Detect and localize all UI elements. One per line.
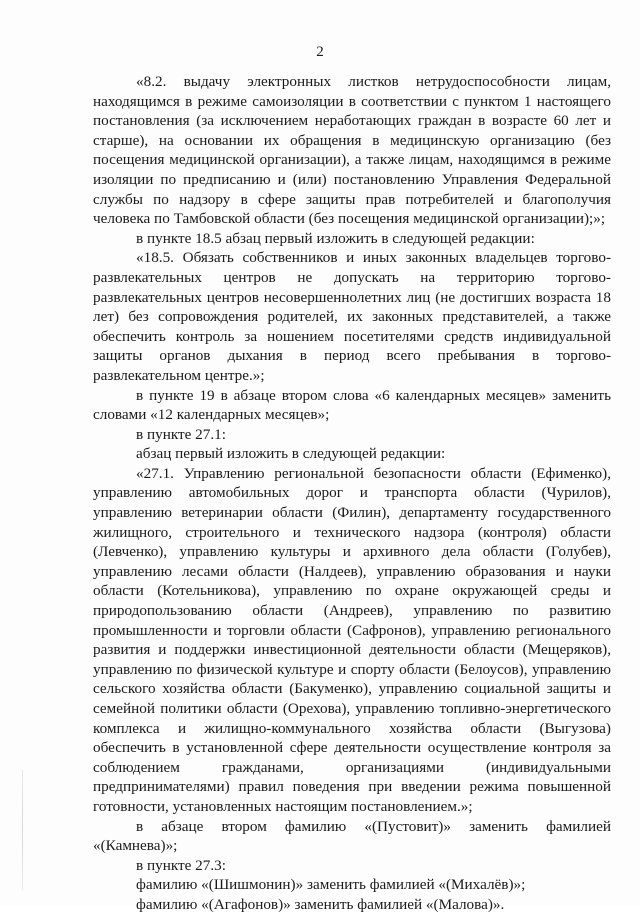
page-number: 2 — [316, 44, 324, 60]
paragraph-27-3-change-1: фамилию «(Шишмонин)» заменить фамилией «(Михалёв)»; — [136, 876, 526, 894]
paragraph-27-3-intro: в пункте 27.3: — [136, 856, 226, 874]
paragraph-27-1-intro: в пункте 27.1: — [136, 425, 226, 443]
paragraph-8-2-text: «8.2. выдачу электронных листков нетрудоспособности лицам, находящимся в режиме самоизоляции в соответствии с пунктом 1 настоящего постановления (за исключением неработающих граждан в возрасте 60 лет и старше), на основании их обращения в медицинскую организацию (без посещения медицинской организации), а также лицам, находящимся в режиме изоляции по предписанию и (или) постановлению Управления Федеральной службы по надзору в сфере защиты прав потребителей и благополучия человека по Тамбовской области (без посещения медицинской организации);»; — [93, 73, 611, 228]
paragraph-27-3-change-2: фамилию «(Агафонов)» заменить фамилией «(Малова)». — [136, 895, 505, 913]
paragraph-19-change: в пункте 19 в абзаце втором слова «6 календарных месяцев» заменить словами «12 календарных месяцев»; — [93, 386, 611, 424]
paragraph-27-1-second-change: в абзаце втором фамилию «(Пустовит)» заменить фамилией «(Камнева)»; — [93, 817, 611, 855]
scan-edge-mark — [22, 770, 23, 890]
paragraph-18-5-intro: в пункте 18.5 абзац первый изложить в следующей редакции: — [136, 229, 535, 247]
paragraph-27-1-text: «27.1. Управлению региональной безопасности области (Ефименко), управлению автомобильных дорог и транспорта области (Чурилов), управлению ветеринарии области (Филин), департаменту государственного жилищного, строительного и технического надзора (контроля) области (Левченко), управлению культуры и архивного дела области (Голубев), управлению лесами области (Налдеев), управлению образования и науки области (Котельникова), управлению по охране окружающей среды и природопользованию области (Андреев), управлению по развитию промышленности и торговли области (Сафронов), управлению регионального развития и поддержки инвестиционной деятельности области (Мещеряков), управлению по физической культуре и спорту области (Белоусов), управлению сельского хозяйства области (Бакуменко), управлению социальной защиты и семейной политики области (Орехова), управлению топливно-энергетического комплекса и жилищно-коммунального хозяйства области (Выгузова) обеспечить в установленной сфере деятельности осуществление контроля за соблюдением гражданами, организациями (индивидуальными предпринимателями) правил поведения при введении режима повышенной готовности, установленных настоящим постановлением.»; — [93, 464, 611, 815]
paragraph-18-5-text: «18.5. Обязать собственников и иных законных владельцев торгово-развлекательных центров не допускать на территорию торгово-развлекательных центров несовершеннолетних лиц (не достигших возраста 18 лет) без сопровождения родителей, их законных представителей, а также обеспечить контроль за ношением посетителями средств индивидуальной защиты органов дыхания в период всего пребывания в торгово-развлекательном центре.»; — [93, 249, 611, 384]
document-body — [93, 72, 611, 915]
paragraph-27-1-first-intro: абзац первый изложить в следующей редакции: — [136, 445, 446, 463]
